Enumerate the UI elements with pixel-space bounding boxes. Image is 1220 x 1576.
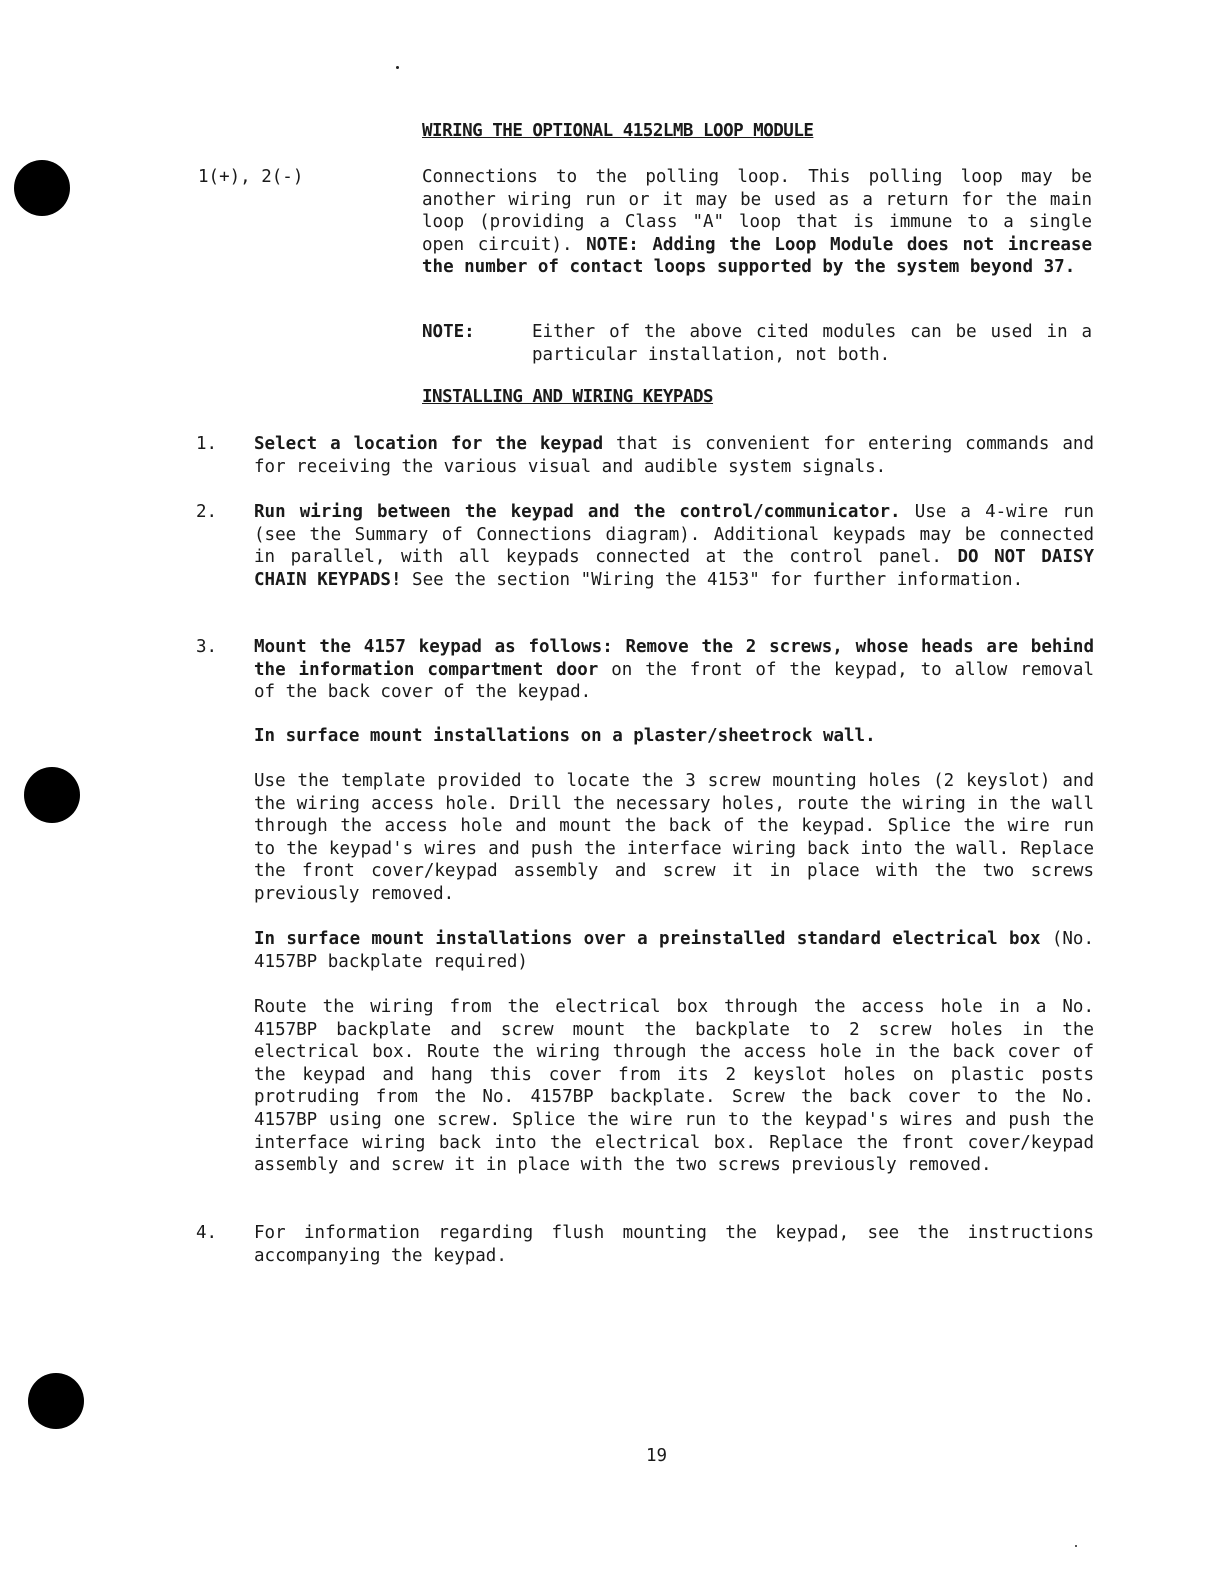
paragraph-electrical-box: Route the wiring from the electrical box through the access hole in a No. 4157BP backplate and screw mount the backplate to 2 screw holes in the electrical box. Route the wiring through the access hole in the back cover of the keypad and hang this cover from its 2 keyslot holes on plastic posts protruding from the No. 4157BP backplate. Screw the back cover to the No. 4157BP using one screw. Splice the wire run to the keypad's wires and push the interface wiring back into the electrical box. Replace the front cover/keypad assembly and screw it in place with the two screws previously removed. bbox=[254, 997, 1094, 1176]
list-item-number: 3. bbox=[196, 637, 218, 657]
list-item-number: 1. bbox=[196, 434, 218, 454]
page-number: 19 bbox=[646, 1446, 668, 1466]
punch-hole-middle bbox=[24, 767, 80, 823]
item1-bold: Select a location for the keypad bbox=[254, 434, 604, 454]
subheading-electrical-box bbox=[254, 928, 1094, 973]
loop-connections-text: Connections to the polling loop. This polling loop may be another wiring run or it may be used as a return for the main loop (providing a Class "A" loop that is immune to a single open circuit). bbox=[422, 167, 1092, 255]
item3-text: on the front of the keypad, to allow removal of the back cover of the keypad. bbox=[254, 659, 1094, 703]
subheading-electrical-box-tail: (No. 4157BP backplate required) bbox=[254, 929, 1094, 972]
item3-bold: Mount the 4157 keypad as follows: Remove the 2 screws, whose heads are behind the information compartment door bbox=[254, 637, 1094, 680]
list-item-2 bbox=[254, 501, 1094, 591]
loop-module-note-inline: NOTE: Adding the Loop Module does not increase the number of contact loops supported by the system beyond 37. bbox=[422, 234, 1092, 278]
item2-text: Use a 4-wire run (see the Summary of Connections diagram). Additional keypads may be connected in parallel, with all keypads connected at the control panel. bbox=[254, 502, 1094, 568]
item1-text: that is convenient for entering commands and for receiving the various visual and audible system signals. bbox=[254, 434, 1094, 477]
note-label: NOTE: bbox=[422, 322, 475, 342]
loop-connections-description bbox=[422, 166, 1092, 279]
list-item-4: For information regarding flush mounting the keypad, see the instructions accompanying the keypad. bbox=[254, 1223, 1094, 1266]
list-item-1 bbox=[254, 433, 1094, 478]
item2-bold: Run wiring between the keypad and the control/communicator. bbox=[254, 502, 901, 522]
list-item-number: 2. bbox=[196, 502, 218, 522]
subheading-electrical-box-bold: In surface mount installations over a preinstalled standard electrical box bbox=[254, 929, 1041, 949]
list-item-number: 4. bbox=[196, 1223, 218, 1243]
section-heading-loop-module: WIRING THE OPTIONAL 4152LMB LOOP MODULE bbox=[422, 121, 814, 141]
item2-text-tail: See the section "Wiring the 4153" for further information. bbox=[401, 569, 1024, 590]
list-item-3 bbox=[254, 636, 1094, 704]
punch-hole-top bbox=[14, 160, 70, 216]
scan-speck bbox=[396, 66, 399, 69]
subheading-plaster-wall: In surface mount installations on a plaster/sheetrock wall. bbox=[254, 726, 876, 746]
terminal-label: 1(+), 2(-) bbox=[198, 167, 304, 187]
scan-speck bbox=[1075, 1545, 1077, 1547]
item2-warning: DO NOT DAISY CHAIN KEYPADS! bbox=[254, 547, 1094, 590]
note-text: Either of the above cited modules can be used in a particular installation, not both. bbox=[532, 322, 1092, 365]
paragraph-plaster-wall: Use the template provided to locate the 3 screw mounting holes (2 keyslot) and the wiring access hole. Drill the necessary holes, route the wiring in the wall through the access hole and mount the back of the keypad. Splice the wire run to the keypad's wires and push the interface wiring back into the wall. Replace the front cover/keypad assembly and screw it in place with the two screws previously removed. bbox=[254, 771, 1094, 904]
section-heading-keypads: INSTALLING AND WIRING KEYPADS bbox=[422, 387, 714, 407]
punch-hole-bottom bbox=[28, 1373, 84, 1429]
